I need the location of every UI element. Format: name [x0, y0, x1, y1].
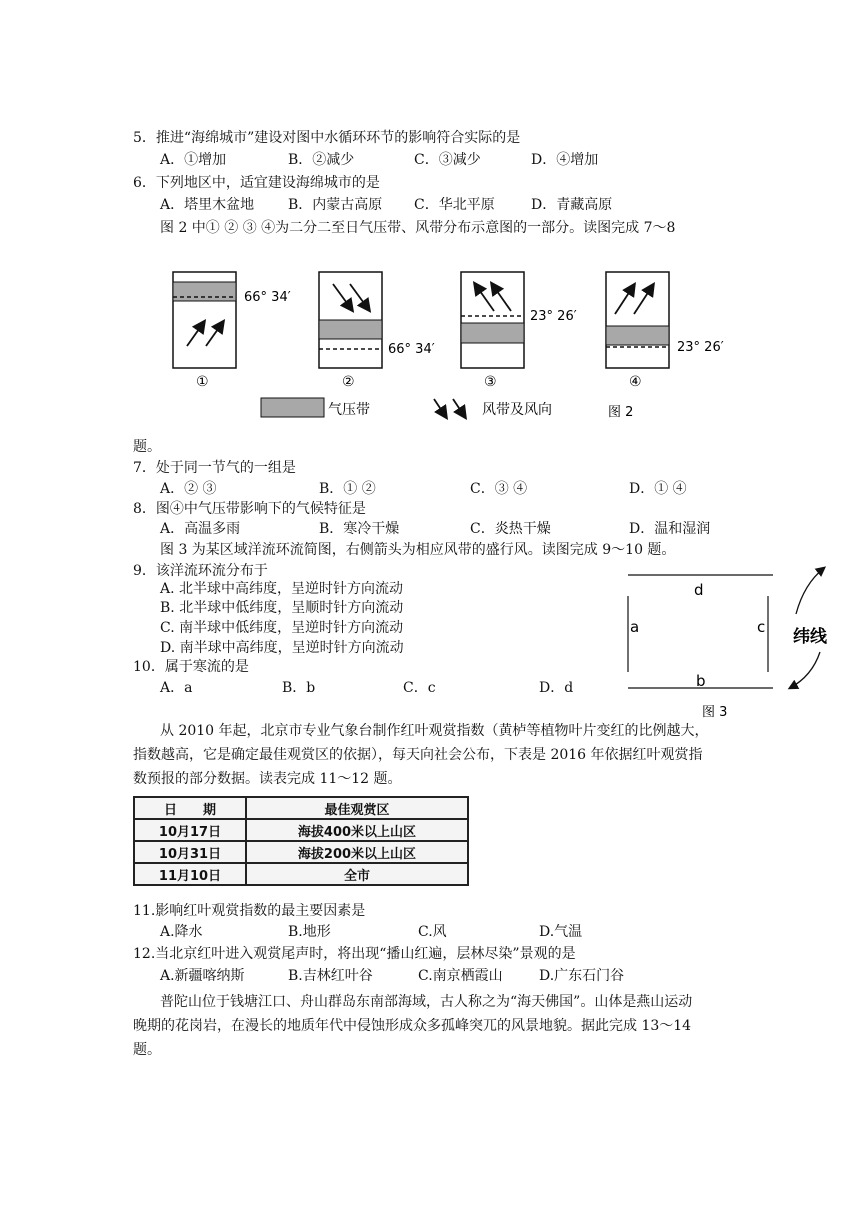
q11-option-c: C.风	[418, 924, 447, 940]
q11-option-d: D.气温	[539, 924, 583, 940]
table-cell-area: 全市	[246, 863, 468, 885]
panel-3	[461, 272, 577, 390]
panel-1-latitude: 66° 34′	[244, 290, 291, 305]
table-row	[134, 863, 468, 885]
panel-4-label: ④	[629, 374, 642, 390]
table-header-date: 日 期	[134, 797, 246, 819]
current-c-label: c	[757, 618, 766, 636]
intro-9-10: 图 3 为某区域洋流环流简图，右侧箭头为相应风带的盛行风。读图完成 9～10 题。	[160, 542, 676, 558]
wind-arrow-upper	[796, 568, 824, 614]
q5-option-c: C．③减少	[414, 152, 481, 168]
figure-2	[160, 262, 760, 424]
q8-option-b: B．寒冷干燥	[319, 521, 400, 537]
current-d-label: d	[694, 581, 704, 599]
q9-option-d: D. 南半球中高纬度，呈逆时针方向流动	[160, 640, 404, 656]
intro-13-14-line1: 普陀山位于钱塘江口、舟山群岛东南部海域，古人称之为“海天佛国”。山体是燕山运动	[160, 994, 693, 1010]
intro-11-12-line1: 从 2010 年起，北京市专业气象台制作红叶观赏指数（黄栌等植物叶片变红的比例越大，	[160, 723, 709, 739]
q11-option-b: B.地形	[288, 924, 331, 940]
figure-3-caption: 图 3	[702, 705, 728, 720]
q7-option-c: C．③ ④	[470, 481, 528, 497]
panel-3-label: ③	[484, 374, 497, 390]
intro-11-12-line2: 指数越高，它是确定最佳观赏区的依据），每天向社会公布，下表是 2016 年依据红叶观赏指	[133, 747, 703, 763]
panel-2	[319, 272, 435, 390]
question-7-stem: 7．处于同一节气的一组是	[133, 460, 296, 476]
q7-option-a: A．② ③	[160, 481, 217, 497]
legend-wind-label: 风带及风向	[482, 402, 552, 418]
q6-option-c: C．华北平原	[414, 197, 495, 213]
legend-wind-arrow	[434, 399, 446, 417]
q12-option-a: A.新疆喀纳斯	[160, 968, 245, 984]
current-a-label: a	[630, 618, 640, 636]
panel-4	[606, 272, 724, 390]
question-12-stem: 12.当北京红叶进入观赏尾声时，将出现“播山红遍，层林尽染”景观的是	[133, 946, 576, 962]
wind-arrow-lower	[790, 652, 820, 688]
q5-option-b: B．②减少	[288, 152, 355, 168]
q9-option-c: C. 南半球中低纬度，呈逆时针方向流动	[160, 620, 404, 636]
q10-option-d: D．d	[539, 680, 574, 696]
table-header-area: 最佳观赏区	[246, 797, 468, 819]
table-row	[134, 819, 468, 841]
q10-option-b: B．b	[282, 680, 316, 696]
table-header-row	[134, 797, 468, 819]
table-cell-area: 海拔200米以上山区	[246, 841, 468, 863]
q8-option-d: D．温和湿润	[629, 521, 711, 537]
q12-option-b: B.吉林红叶谷	[288, 968, 373, 984]
question-9-stem: 9．该洋流环流分布于	[133, 563, 268, 579]
question-11-stem: 11.影响红叶观赏指数的最主要因素是	[133, 903, 366, 919]
panel-2-latitude: 66° 34′	[388, 342, 435, 357]
q6-option-d: D．青藏高原	[531, 197, 613, 213]
intro-7-8-line1: 图 2 中① ② ③ ④为二分二至日气压带、风带分布示意图的一部分。读图完成 7～8	[160, 220, 676, 236]
table-cell-date: 10月31日	[134, 841, 246, 863]
q6-option-b: B．内蒙古高原	[288, 197, 383, 213]
intro-7-8-line2: 题。	[133, 439, 161, 455]
red-leaf-viewing-table	[133, 796, 469, 886]
q11-option-a: A.降水	[160, 924, 203, 940]
q5-option-d: D．④增加	[531, 152, 599, 168]
panel-1	[173, 272, 291, 390]
table-row	[134, 841, 468, 863]
question-8-stem: 8．图④中气压带影响下的气候特征是	[133, 501, 366, 517]
legend-wind-arrow	[453, 399, 465, 417]
intro-13-14-line2: 晚期的花岗岩，在漫长的地质年代中侵蚀形成众多孤峰突兀的风景地貌。据此完成 13～14	[133, 1018, 692, 1034]
q10-option-a: A．a	[160, 680, 193, 696]
intro-11-12-line3: 数预报的部分数据。读表完成 11～12 题。	[133, 771, 402, 787]
q8-option-a: A．高温多雨	[160, 521, 241, 537]
q10-option-c: C．c	[403, 680, 436, 696]
q6-option-a: A．塔里木盆地	[160, 197, 255, 213]
q9-option-a: A. 北半球中高纬度，呈逆时针方向流动	[160, 581, 404, 597]
figure-2-caption: 图 2	[608, 405, 634, 420]
q5-option-a: A．①增加	[160, 152, 227, 168]
panel-1-label: ①	[196, 374, 209, 390]
figure-3	[618, 562, 840, 722]
q12-option-c: C.南京栖霞山	[418, 968, 503, 984]
intro-13-14-line3: 题。	[133, 1042, 161, 1058]
panel-2-label: ②	[342, 374, 355, 390]
table-cell-date: 10月17日	[134, 819, 246, 841]
table-cell-date: 11月10日	[134, 863, 246, 885]
panel-3-latitude: 23° 26′	[530, 309, 577, 324]
legend-pressure-swatch	[261, 398, 324, 417]
q7-option-d: D．① ④	[629, 481, 687, 497]
question-5-stem: 5．推进“海绵城市”建设对图中水循环环节的影响符合实际的是	[133, 130, 521, 146]
table-cell-area: 海拔400米以上山区	[246, 819, 468, 841]
question-6-stem: 6．下列地区中，适宜建设海绵城市的是	[133, 175, 380, 191]
q12-option-d: D.广东石门谷	[539, 968, 625, 984]
q8-option-c: C．炎热干燥	[470, 521, 551, 537]
legend-pressure-label: 气压带	[328, 402, 370, 418]
q7-option-b: B．① ②	[319, 481, 376, 497]
question-10-stem: 10．属于寒流的是	[133, 659, 249, 675]
current-b-label: b	[696, 672, 706, 690]
q9-option-b: B. 北半球中低纬度，呈顺时针方向流动	[160, 600, 404, 616]
panel-4-latitude: 23° 26′	[677, 340, 724, 355]
latitude-line-label: 纬线	[793, 627, 827, 647]
